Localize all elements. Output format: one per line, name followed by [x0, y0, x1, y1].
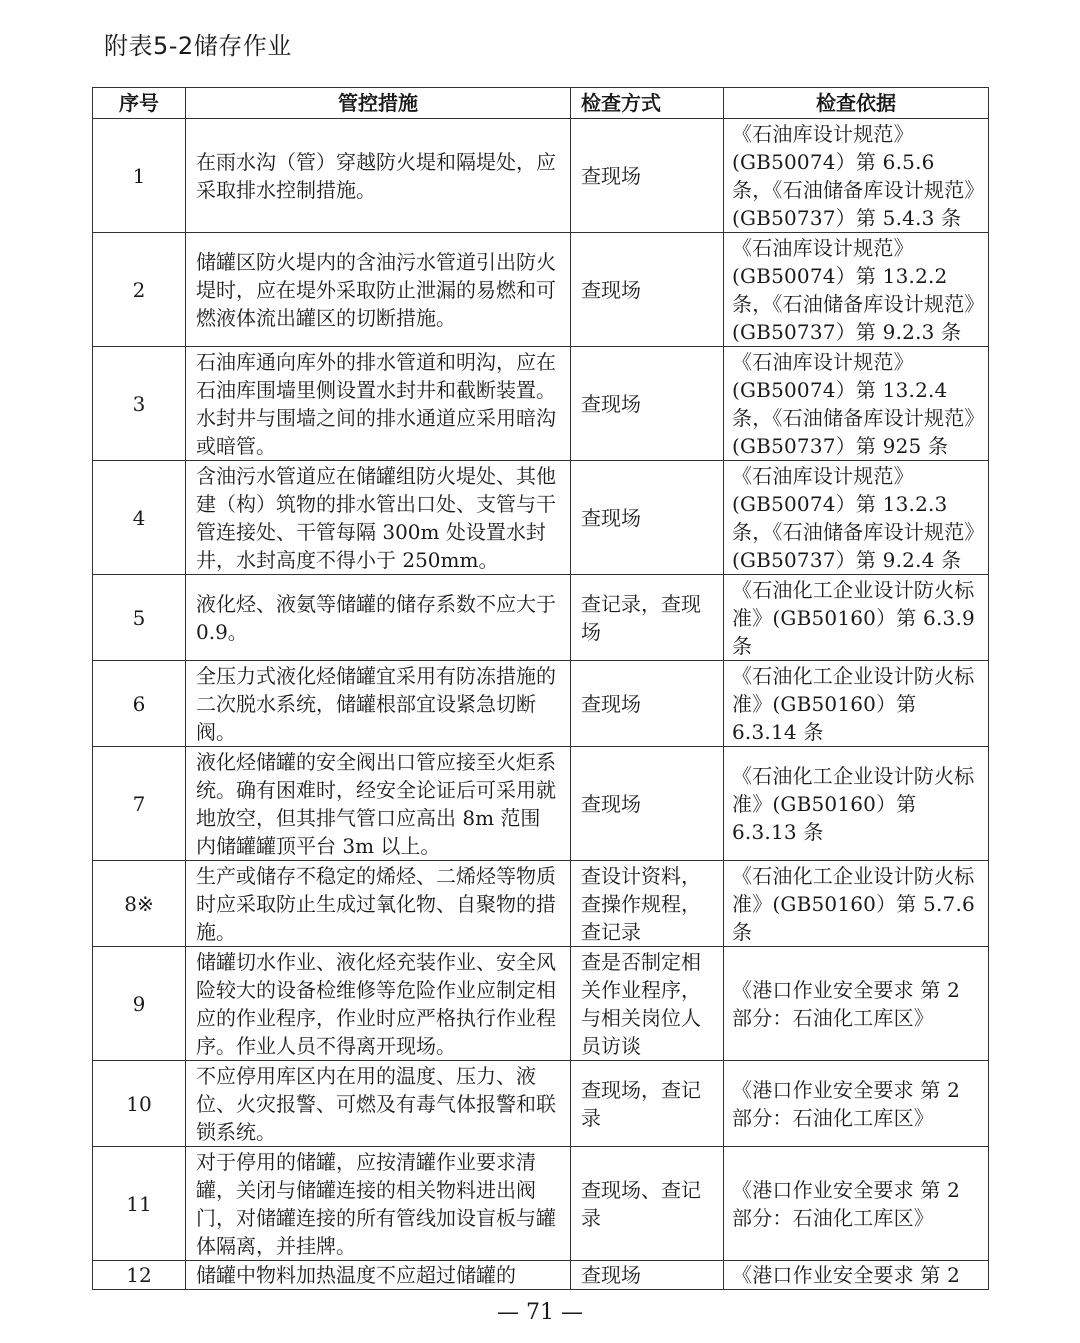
row-measure: 储罐区防火堤内的含油污水管道引出防火堤时，应在堤外采取防止泄漏的易燃和可燃液体流出罐区的切断措施。 [186, 233, 571, 347]
row-measure: 不应停用库区内在用的温度、压力、液位、火灾报警、可燃及有毒气体报警和联锁系统。 [186, 1061, 571, 1147]
row-basis: 《石油库设计规范》(GB50074）第 13.2.4 条，《石油储备库设计规范》(GB50737）第 925 条 [724, 347, 989, 461]
row-method: 查设计资料，查操作规程，查记录 [571, 861, 724, 947]
row-method: 查现场 [571, 1261, 724, 1290]
row-basis: 《石油化工企业设计防火标准》(GB50160）第 6.3.9 条 [724, 575, 989, 661]
row-no: 12 [93, 1261, 186, 1290]
row-no: 6 [93, 661, 186, 747]
table-row [93, 861, 989, 947]
row-measure: 生产或储存不稳定的烯烃、二烯烃等物质时应采取防止生成过氧化物、自聚物的措施。 [186, 861, 571, 947]
table-row [93, 233, 989, 347]
table-row [93, 119, 989, 233]
row-method: 查现场 [571, 747, 724, 861]
row-method: 查现场，查记录 [571, 1061, 724, 1147]
row-measure: 全压力式液化烃储罐宜采用有防冻措施的二次脱水系统，储罐根部宜设紧急切断阀。 [186, 661, 571, 747]
table-row [93, 1147, 989, 1261]
row-method: 查现场 [571, 461, 724, 575]
row-no: 2 [93, 233, 186, 347]
row-method: 查记录，查现场 [571, 575, 724, 661]
row-method: 查现场 [571, 119, 724, 233]
table-row [93, 461, 989, 575]
header-measure: 管控措施 [186, 88, 571, 119]
table-row [93, 1061, 989, 1147]
document-title: 附表5-2储存作业 [104, 32, 292, 60]
row-basis: 《石油化工企业设计防火标准》(GB50160）第 6.3.13 条 [724, 747, 989, 861]
table-row [93, 661, 989, 747]
table-row [93, 347, 989, 461]
row-measure: 对于停用的储罐，应按清罐作业要求清罐，关闭与储罐连接的相关物料进出阀门，对储罐连接的所有管线加设盲板与罐体隔离，并挂牌。 [186, 1147, 571, 1261]
row-no: 10 [93, 1061, 186, 1147]
header-basis: 检查依据 [724, 88, 989, 119]
row-method: 查是否制定相关作业程序，与相关岗位人员访谈 [571, 947, 724, 1061]
row-no: 5 [93, 575, 186, 661]
row-measure: 含油污水管道应在储罐组防火堤处、其他建（构）筑物的排水管出口处、支管与干管连接处、干管每隔 300m 处设置水封井，水封高度不得小于 250mm。 [186, 461, 571, 575]
row-method: 查现场 [571, 661, 724, 747]
row-measure: 液化烃储罐的安全阀出口管应接至火炬系统。确有困难时，经安全论证后可采用就地放空，但其排气管口应高出 8m 范围内储罐罐顶平台 3m 以上。 [186, 747, 571, 861]
row-method: 查现场 [571, 233, 724, 347]
row-no: 11 [93, 1147, 186, 1261]
row-basis: 《港口作业安全要求 第 2 部分：石油化工库区》 [724, 1147, 989, 1261]
row-no: 3 [93, 347, 186, 461]
row-measure: 储罐切水作业、液化烃充装作业、安全风险较大的设备检维修等危险作业应制定相应的作业程序，作业时应严格执行作业程序。作业人员不得离开现场。 [186, 947, 571, 1061]
row-measure: 储罐中物料加热温度不应超过储罐的 [186, 1261, 571, 1290]
row-no: 7 [93, 747, 186, 861]
row-basis: 《港口作业安全要求 第 2 部分：石油化工库区》 [724, 947, 989, 1061]
table-row [93, 747, 989, 861]
row-no: 8※ [93, 861, 186, 947]
header-no: 序号 [93, 88, 186, 119]
row-basis: 《港口作业安全要求 第 2 [724, 1261, 989, 1290]
row-basis: 《石油库设计规范》(GB50074）第 13.2.3 条，《石油储备库设计规范》(GB50737）第 9.2.4 条 [724, 461, 989, 575]
row-no: 1 [93, 119, 186, 233]
row-basis: 《石油库设计规范》(GB50074）第 6.5.6 条，《石油储备库设计规范》(GB50737）第 5.4.3 条 [724, 119, 989, 233]
row-basis: 《石油化工企业设计防火标准》(GB50160）第 5.7.6 条 [724, 861, 989, 947]
page-number: — 71 — [497, 1300, 583, 1325]
row-measure: 在雨水沟（管）穿越防火堤和隔堤处，应采取排水控制措施。 [186, 119, 571, 233]
table-header-row [93, 88, 989, 119]
row-basis: 《石油化工企业设计防火标准》(GB50160）第 6.3.14 条 [724, 661, 989, 747]
table-row [93, 1261, 989, 1290]
row-basis: 《港口作业安全要求 第 2 部分：石油化工库区》 [724, 1061, 989, 1147]
row-measure: 石油库通向库外的排水管道和明沟，应在石油库围墙里侧设置水封井和截断装置。水封井与围墙之间的排水通道应采用暗沟或暗管。 [186, 347, 571, 461]
row-no: 4 [93, 461, 186, 575]
table-row [93, 947, 989, 1061]
row-method: 查现场、查记录 [571, 1147, 724, 1261]
header-method: 检查方式 [571, 88, 724, 119]
storage-operation-table [92, 87, 989, 1290]
row-measure: 液化烃、液氨等储罐的储存系数不应大于 0.9。 [186, 575, 571, 661]
row-basis: 《石油库设计规范》(GB50074）第 13.2.2 条，《石油储备库设计规范》(GB50737）第 9.2.3 条 [724, 233, 989, 347]
row-no: 9 [93, 947, 186, 1061]
table-row [93, 575, 989, 661]
row-method: 查现场 [571, 347, 724, 461]
